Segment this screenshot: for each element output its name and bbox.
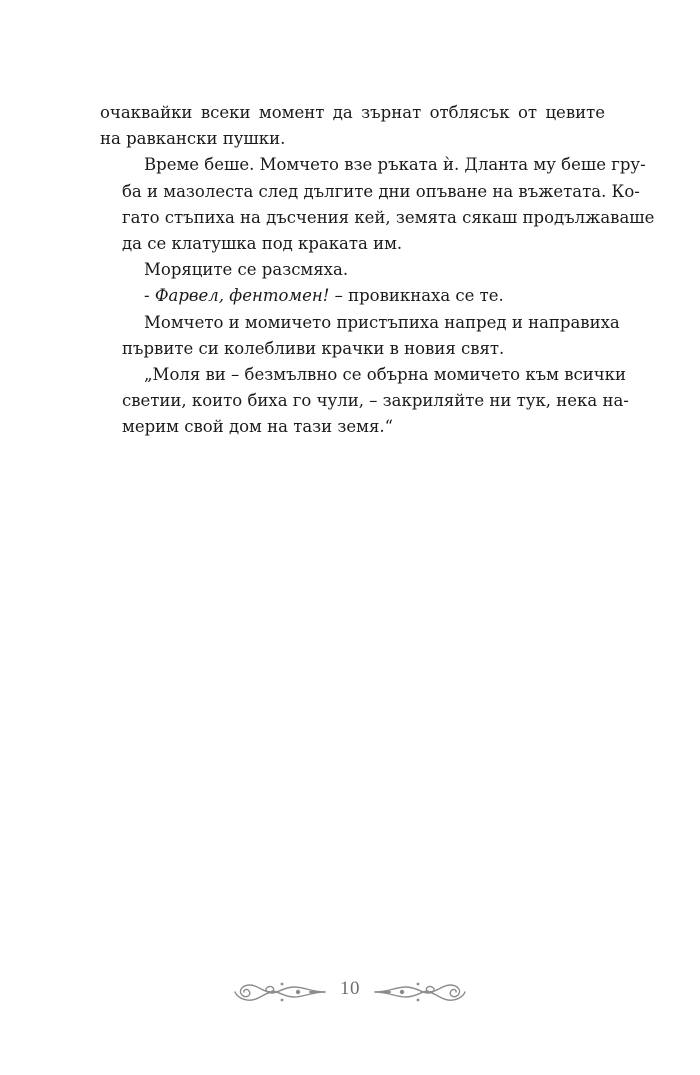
paragraph-2 (100, 152, 655, 257)
paragraph-3 (100, 257, 605, 283)
dialogue-italic: Фарвел, фентомен! (154, 286, 330, 306)
paragraph-1 (100, 100, 605, 152)
text-line: да се клатушка под краката им. (122, 234, 403, 254)
flourish-left-icon (232, 979, 327, 1005)
text-line: гато стъпиха на дъсчения кей, земята сякаш продължаваше (122, 207, 655, 227)
dialogue-dash: - (144, 286, 155, 306)
text-line: на равкански пушки. (100, 129, 286, 149)
text-line: мерим свой дом на тази земя.“ (122, 417, 394, 437)
dialogue-line (100, 283, 605, 309)
text-line: ба и мазолеста след дългите дни опъване на въжетата. Ко- (122, 181, 640, 201)
paragraph-4-dialogue (100, 283, 605, 309)
text-line: очаквайки всеки момент да зърнат отблясък от цевите (100, 103, 605, 122)
text-line: първите си колебливи крачки в новия свят. (122, 338, 505, 358)
text-line: светии, които биха го чули, – закриляйте ни тук, нека на- (122, 391, 629, 411)
page-number: 10 (340, 978, 360, 999)
dialogue-attribution: – провикнаха се те. (329, 286, 504, 306)
text-line: Моряците се разсмяха. (144, 260, 349, 280)
text-line: Момчето и момичето пристъпиха напред и направиха (144, 312, 620, 332)
text-line: „Моля ви – безмълвно се обърна момичето към всички (144, 365, 626, 385)
page-footer (0, 975, 700, 1015)
paragraph-6 (100, 362, 629, 441)
paragraph-5 (100, 310, 620, 362)
text-line: Време беше. Момчето взе ръката ѝ. Дланта му беше гру- (144, 155, 646, 175)
flourish-right-icon (373, 979, 468, 1005)
body-text (100, 100, 655, 441)
